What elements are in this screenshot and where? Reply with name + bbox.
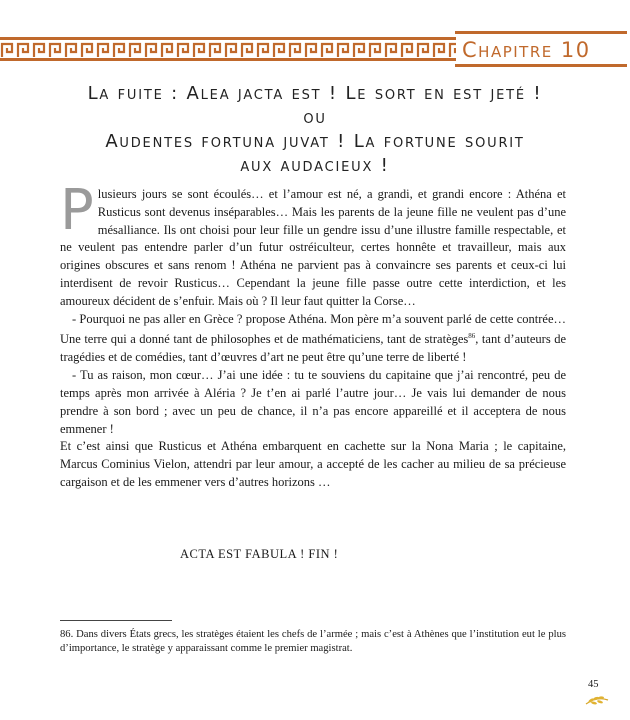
paragraph-3: - Tu as raison, mon cœur… J’ai une idée : tu te souviens du capitaine que j’ai rencontré, peu de temps après mon arrivée à Aléria ? Je t’en ai parlé l’autre jour… Je vais lui demander de nous prendre à son bord ; avec un peu de chance, il n’a pas encore appareillé et il acceptera de nous emmener ! xyxy=(60,368,566,436)
laurel-icon xyxy=(584,694,610,706)
paragraph-4: Et c’est ainsi que Rusticus et Athéna embarquent en cachette sur la Nona Maria ; le capitaine, Marcus Cominius Vielon, attendri par leur amour, a accepté de les cacher au milieu de sa précieuse cargaison et de les emmener vers d’autres horizons … xyxy=(60,439,566,489)
paragraph-1 xyxy=(60,178,566,311)
footnote-rule xyxy=(60,620,172,621)
chapter-title xyxy=(40,82,590,178)
body-text xyxy=(60,178,566,492)
title-line-3: Audentes fortuna juvat ! La fortune sourit xyxy=(105,131,525,152)
title-line-4: aux audacieux ! xyxy=(240,155,390,176)
closing-line: ACTA EST FABULA ! FIN ! xyxy=(180,547,339,561)
footnote-ref: 86 xyxy=(468,332,476,341)
paragraph-2: - Pourquoi ne pas aller en Grèce ? propose Athéna. Mon père m’a souvent parlé de cette contrée… Une terre qui a donné tant de philosophes et de mathématiciens, tant de stratèges$^{86}$, tant d’auteurs de tragédies et de comédies, tant d’œuvres d’art ne peut être qu’une terre de liberté ! xyxy=(60,311,566,365)
drop-cap: P xyxy=(60,178,94,243)
chapter-label: Chapitre 10 xyxy=(462,38,591,62)
page-number: 45 xyxy=(588,679,599,690)
title-line-1: La fuite : Alea jacta est ! Le sort en est jeté ! xyxy=(87,83,543,104)
greek-key-band xyxy=(0,37,456,61)
paragraph-1-text: lusieurs jours se sont écoulés… et l’amour est né, a grandi, et grandi encore : Athéna et Rusticus sont devenus inséparables… Mais les parents de la jeune fille ne veulent pas d’une mésalliance. Ils ont choisi pour leur fille un gendre issu d’une illustre famille respectable, et ne veulent pas entendre parler d’un futur ostréiculteur, certes honnête et travailleur, mais aux origines obscures et sans renom ! Athéna ne parvient pas à convaincre ses parents et ceux-ci lui interdisent de revoir Rusticus… Cependant la jeune fille passe outre cette interdiction, et les amoureux décident de s’enfuir. Mais où ? Il leur faut quitter la Corse… xyxy=(60,187,566,308)
title-line-2: ou xyxy=(303,107,327,128)
footnote: 86. Dans divers États grecs, les stratèges étaient les chefs de l’armée ; mais c’est à Athènes que l’institution eut le plus d’importance, le stratège y apparaissant comme le premier magistrat. xyxy=(60,629,566,654)
